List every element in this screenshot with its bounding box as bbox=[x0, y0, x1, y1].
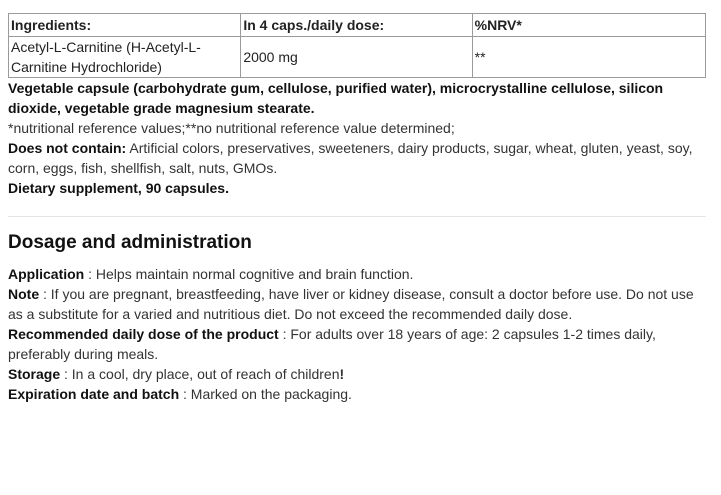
dose-cell: 2000 mg bbox=[241, 37, 472, 78]
ingredients-table bbox=[8, 13, 706, 78]
does-not-contain-text: Artificial colors, preservatives, sweeteners, dairy products, sugar, wheat, gluten, yeast, soy, corn, eggs, fish, shellfish, salt, nuts, GMOs. bbox=[8, 140, 693, 176]
ingredient-cell: Acetyl-L-Carnitine (H-Acetyl-L-Carnitine Hydrochloride) bbox=[9, 37, 241, 78]
header-daily-dose: In 4 caps./daily dose: bbox=[241, 14, 472, 37]
storage-item bbox=[8, 364, 706, 384]
expiration-label: Expiration date and batch bbox=[8, 386, 180, 402]
recommended-dose-text: : For adults over 18 years of age: 2 capsules 1-2 times daily, preferably during meals. bbox=[8, 326, 656, 362]
application-item bbox=[8, 264, 706, 284]
note-item bbox=[8, 284, 706, 324]
product-description bbox=[8, 13, 706, 404]
expiration-text: : Marked on the packaging. bbox=[179, 386, 352, 402]
product-summary: Dietary supplement, 90 capsules. bbox=[8, 180, 229, 196]
composition-text: Vegetable capsule (carbohydrate gum, cellulose, purified water), microcrystalline cellulose, silicon dioxide, vegetable grade magnesium stearate. bbox=[8, 80, 664, 116]
storage-exclamation: ! bbox=[339, 366, 345, 382]
expiration-item bbox=[8, 384, 706, 404]
nrv-footnote: *nutritional reference values;**no nutritional reference value determined; bbox=[8, 120, 455, 136]
note-text: : If you are pregnant, breastfeeding, have liver or kidney disease, consult a doctor before use. Do not use as a substitute for a varied and nutritious diet. Do not exceed the recommended daily dose. bbox=[8, 286, 694, 322]
storage-label: Storage bbox=[8, 366, 61, 382]
application-text: : Helps maintain normal cognitive and brain function. bbox=[84, 266, 414, 282]
storage-text: : In a cool, dry place, out of reach of children bbox=[60, 366, 340, 382]
nrv-cell: ** bbox=[472, 37, 705, 78]
does-not-contain bbox=[8, 138, 706, 178]
recommended-dose-label: Recommended daily dose of the product bbox=[8, 326, 279, 342]
dosage-heading: Dosage and administration bbox=[8, 232, 252, 253]
section-divider bbox=[8, 216, 706, 217]
header-nrv: %NRV* bbox=[472, 14, 705, 37]
note-label: Note bbox=[8, 286, 40, 302]
table-row bbox=[9, 37, 706, 78]
table-header-row bbox=[9, 14, 706, 37]
recommended-dose-item bbox=[8, 324, 706, 364]
application-label: Application bbox=[8, 266, 85, 282]
header-ingredients: Ingredients: bbox=[9, 14, 241, 37]
does-not-contain-label: Does not contain: bbox=[8, 140, 127, 156]
